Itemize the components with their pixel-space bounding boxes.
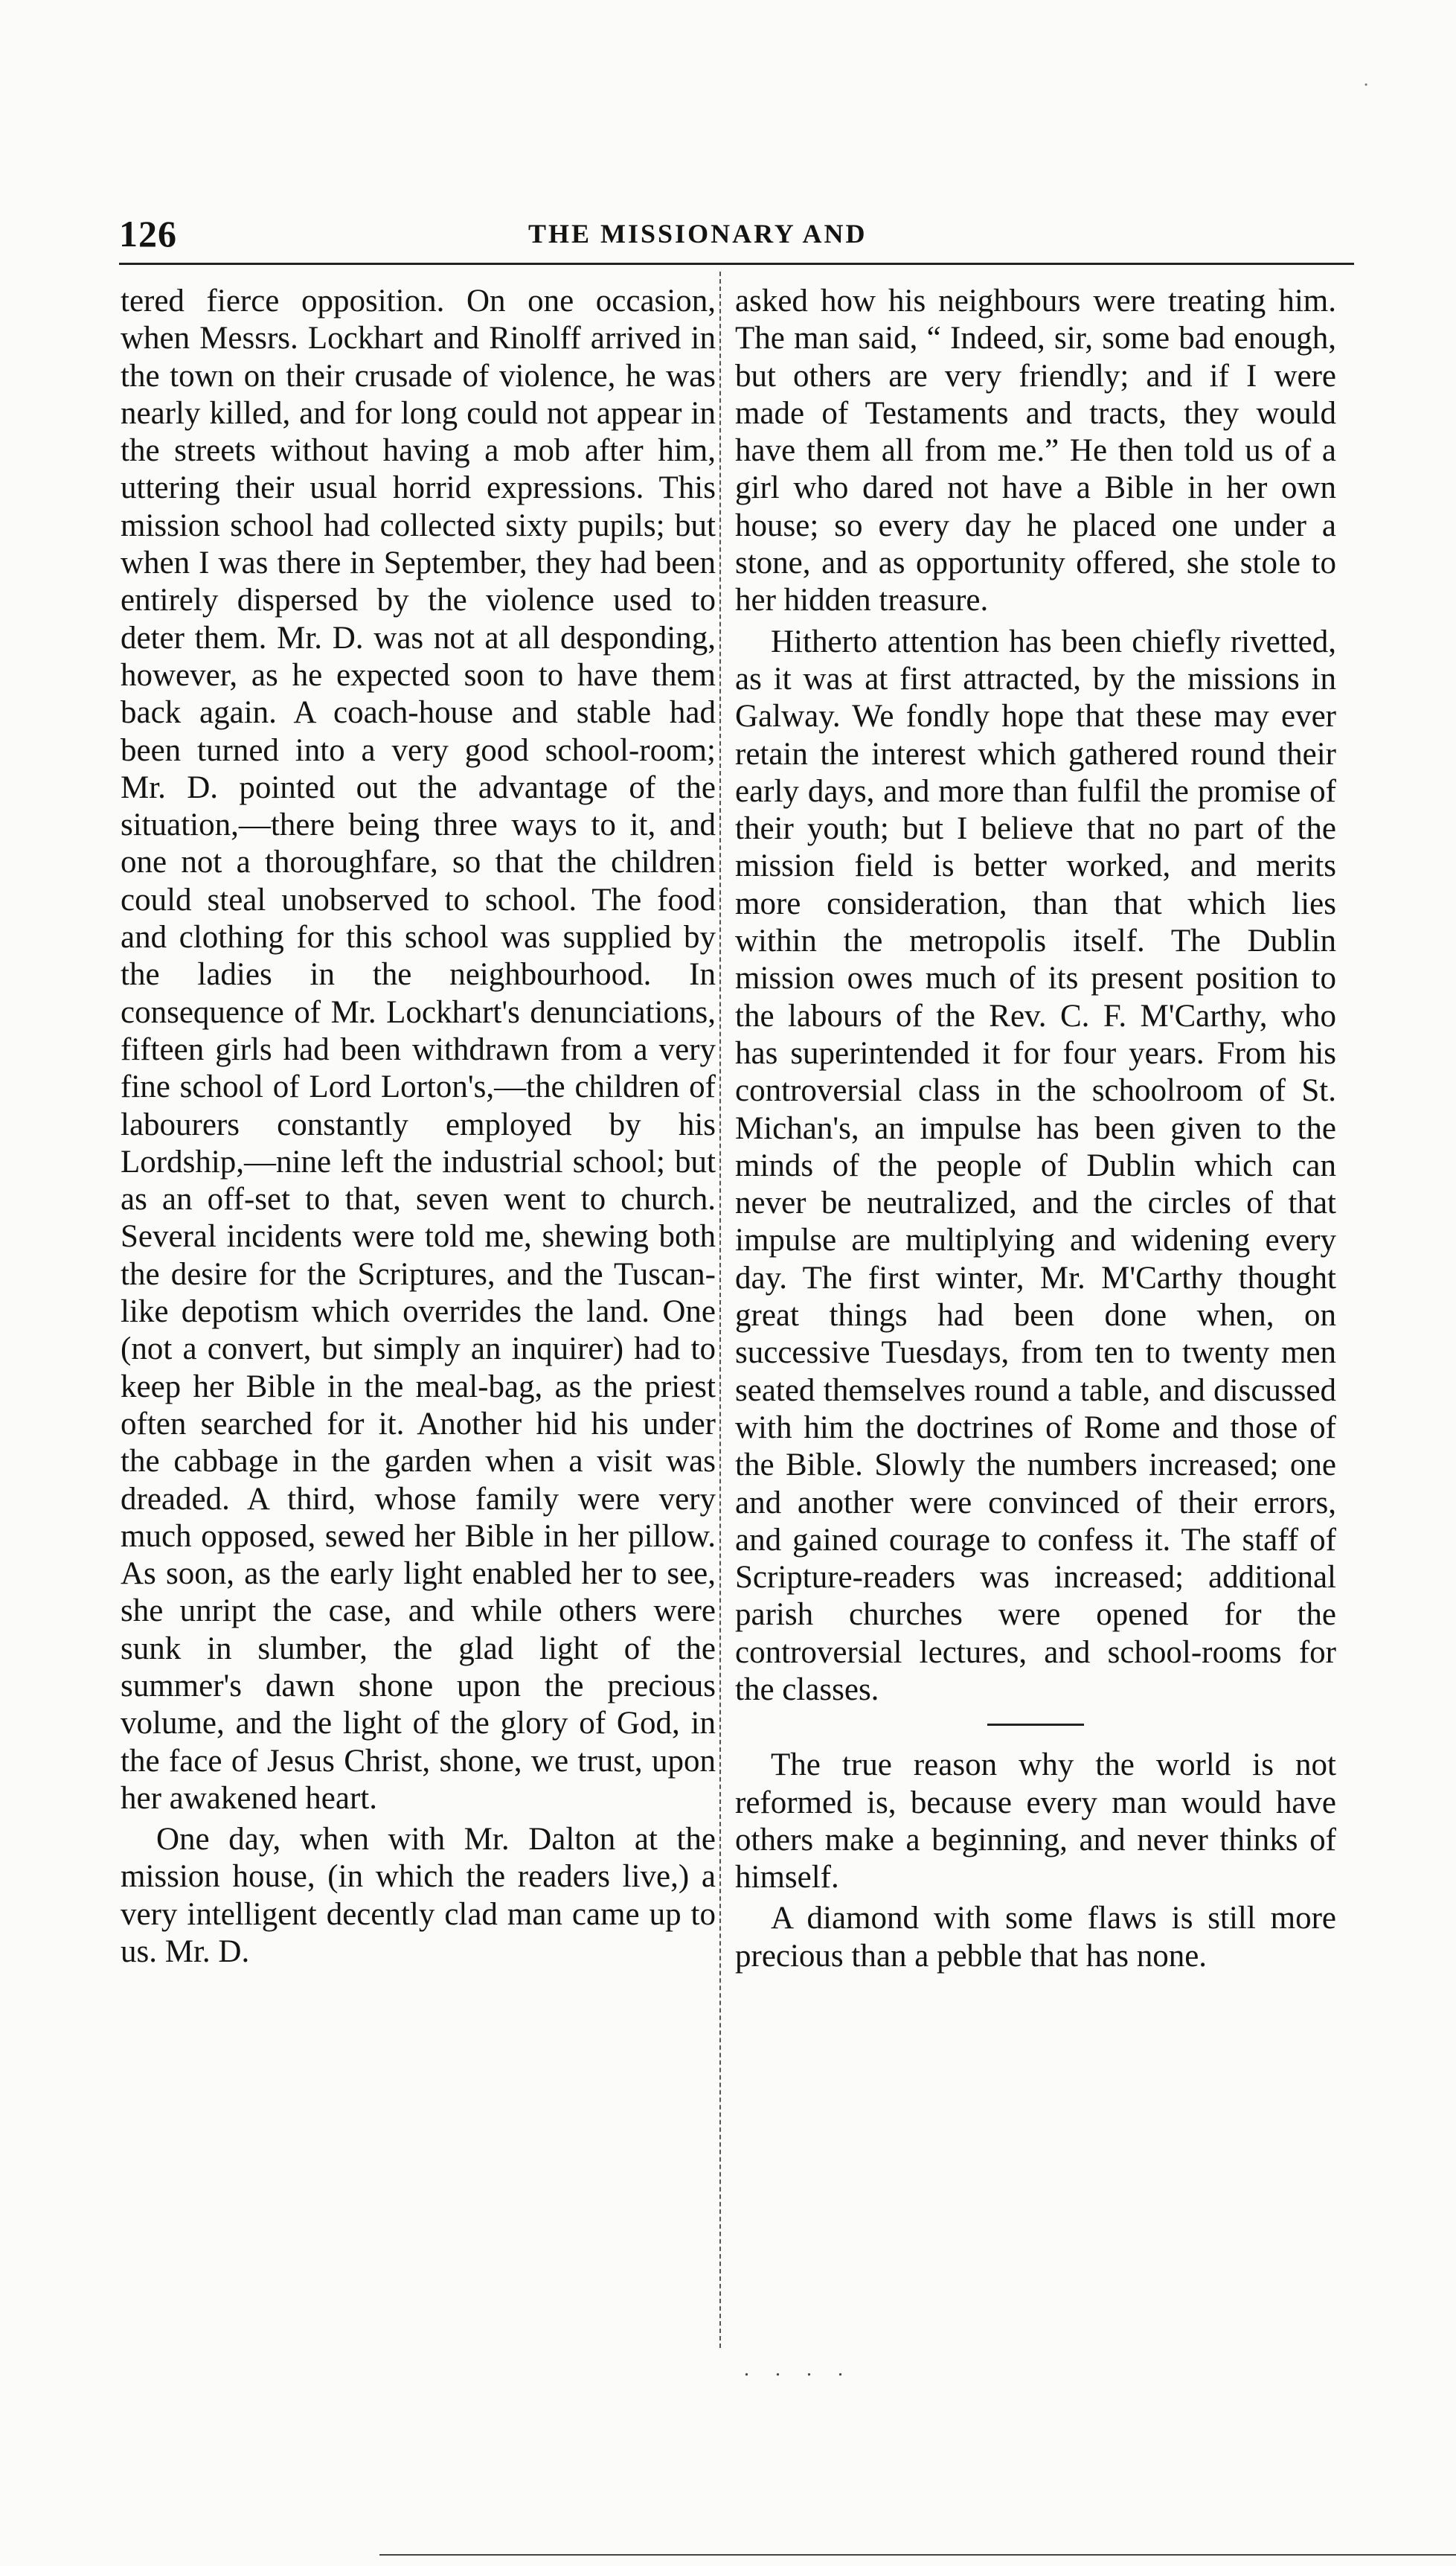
header-rule	[119, 263, 1354, 265]
page-number: 126	[119, 213, 177, 255]
left-column	[121, 283, 716, 1974]
left-paragraph-1: tered fierce opposition. On one occasion, when Messrs. Lockhart and Rinolff arrived in the town on their crusade of violence, he was nearly killed, and for long could not appear in the streets without having a mob after him, uttering their usual horrid expressions. This mission school had collected sixty pupils; but when I was there in September, they had been entirely dispersed by the violence used to deter them. Mr. D. was not at all desponding, however, as he expected soon to have them back again. A coach-house and stable had been turned into a very good school-room; Mr. D. pointed out the advantage of the situation,—there being three ways to it, and one not a thoroughfare, so that the children could steal unobserved to school. The food and clothing for this school was supplied by the ladies in the neighbourhood. In consequence of Mr. Lockhart's denunciations, fifteen girls had been withdrawn from a very fine school of Lord Lorton's,—the children of labourers constantly employed by his Lordship,—nine left the industrial school; but as an off-set to that, seven went to church. Several incidents were told me, shewing both the desire for the Scriptures, and the Tuscan-like depotism which overrides the land. One (not a convert, but simply an inquirer) had to keep her Bible in the meal-bag, as the priest often searched for it. Another hid his under the cabbage in the garden when a visit was dreaded. A third, whose family were very much opposed, sewed her Bible in her pillow. As soon, as the early light enabled her to see, she unript the case, and while others were sunk in slumber, the glad light of the summer's dawn shone upon the precious volume, and the light of the glory of God, in the face of Jesus Christ, shone, we trust, upon her awakened heart.	[121, 284, 716, 1816]
column-divider	[719, 272, 721, 2348]
scan-edge-line	[379, 2554, 1456, 2556]
corner-speck: ⋅	[1363, 76, 1370, 95]
maxim-2: A diamond with some flaws is still more precious than a pebble that has none.	[735, 1901, 1336, 1974]
right-paragraph-1: asked how his neighbours were treating him. The man said, “ Indeed, sir, some bad enough, but others are very friendly; and if I were made of Testaments and tracts, they would have them all from me.” He then told us of a girl who dared not have a Bible in her own house; so every day he placed one under a stone, and as opportunity offered, she stole to her hidden treasure.	[735, 284, 1336, 618]
page-header	[119, 212, 1354, 255]
footer-dots: . . . .	[744, 2358, 853, 2381]
left-paragraph-2: One day, when with Mr. Dalton at the mission house, (in which the readers live,) a very intelligent decently clad man came up to us. Mr. D.	[121, 1822, 716, 1970]
running-title: THE MISSIONARY AND	[528, 219, 867, 249]
maxim-1: The true reason why the world is not reformed is, because every man would have others make a beginning, and never thinks of himself.	[735, 1747, 1336, 1895]
section-rule	[987, 1724, 1084, 1726]
right-column	[735, 283, 1336, 1979]
right-paragraph-2: Hitherto attention has been chiefly rivetted, as it was at first attracted, by the missions in Galway. We fondly hope that these may ever retain the interest which gathered round their early days, and more than fulfil the promise of their youth; but I believe that no part of the mission field is better worked, and merits more consideration, than that which lies within the metropolis itself. The Dublin mission owes much of its present position to the labours of the Rev. C. F. M'Carthy, who has superintended it for four years. From his controversial class in the schoolroom of St. Michan's, an impulse has been given to the minds of the people of Dublin which can never be neutralized, and the circles of that impulse are multiplying and widening every day. The first winter, Mr. M'Carthy thought great things had been done when, on successive Tuesdays, from ten to twenty men seated themselves round a table, and discussed with him the doctrines of Rome and those of the Bible. Slowly the numbers increased; one and another were convinced of their errors, and gained courage to confess it. The staff of Scripture-readers was increased; additional parish churches were opened for the controversial lectures, and school-rooms for the classes.	[735, 624, 1336, 1707]
